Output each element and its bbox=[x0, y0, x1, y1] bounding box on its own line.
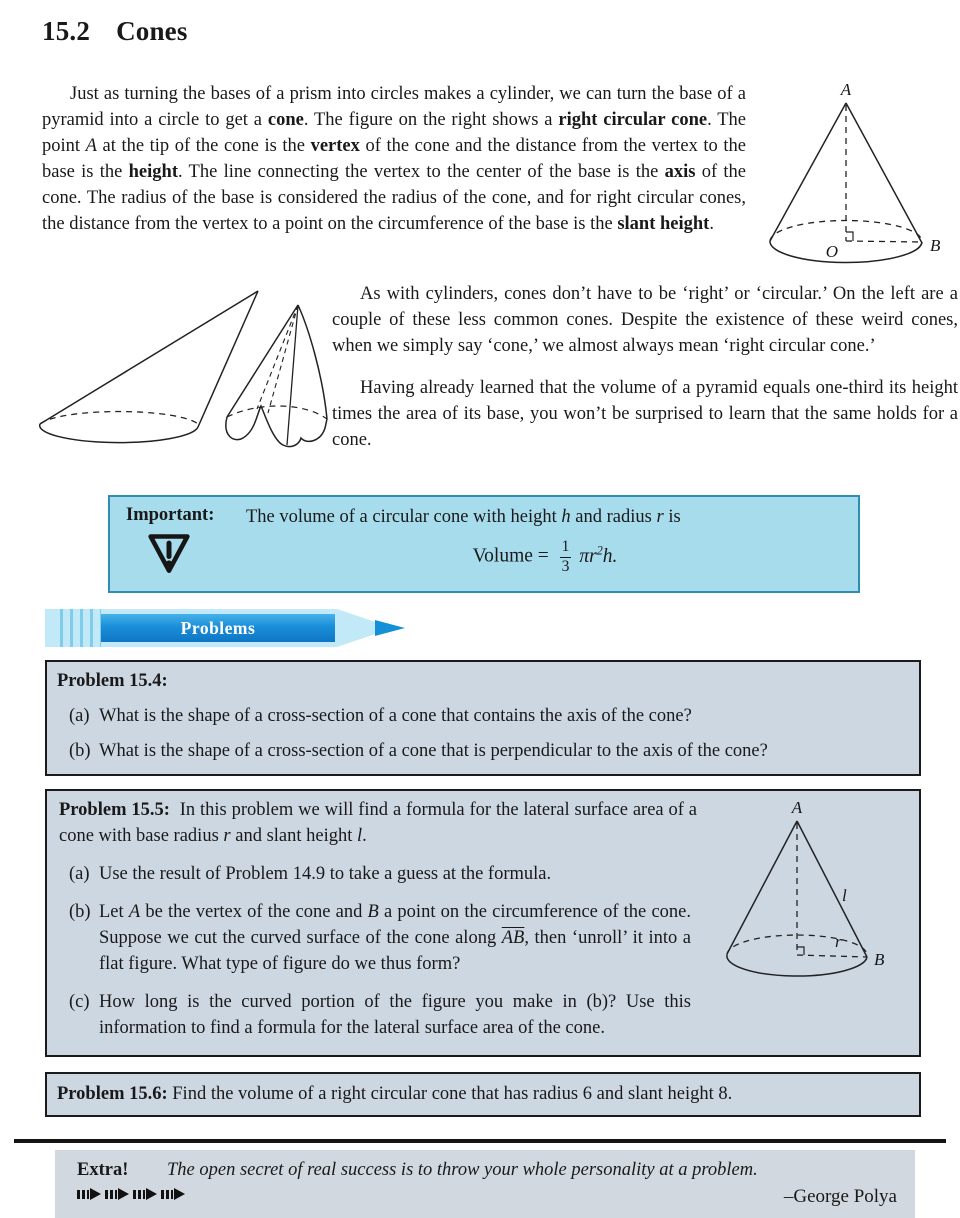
intro-paragraph: Just as turning the bases of a prism into circles makes a cylinder, we can turn the base of a pyramid into a circle to get a cone. The figure on the right shows a right circular cone. The point A at the tip of the cone is the vertex of the cone and the distance from the vertex to the base is the height. The line connecting the vertex to the center of the base is the axis of the cone. The radius of the base is considered the radius of the cone, and for right circular cones, the distance from the vertex to a point on the circumference of the base is the slant height. bbox=[42, 84, 747, 234]
important-content bbox=[246, 505, 844, 579]
important-label-column bbox=[126, 505, 246, 579]
extra-quote: The open secret of real success is to throw your whole personality at a problem. bbox=[167, 1160, 758, 1180]
problem-item bbox=[57, 899, 697, 977]
item-label: (a) bbox=[69, 864, 90, 884]
important-box bbox=[108, 495, 860, 593]
extra-attribution: –George Polya bbox=[783, 1186, 897, 1207]
slant-label: l bbox=[842, 886, 847, 905]
rim-label: B bbox=[930, 236, 941, 255]
problem-item bbox=[57, 989, 697, 1041]
problems-banner bbox=[45, 609, 415, 647]
radius-label: r bbox=[835, 932, 842, 951]
extra-attribution-row bbox=[77, 1186, 897, 1208]
section-heading bbox=[42, 16, 960, 47]
cones-variety-paragraph: As with cylinders, cones don’t have to be ‘right’ or ‘circular.’ On the left are a couple of these less common cones. Despite the existence of these weird cones, when we simply say ‘cone,’ we almost always mean ‘right circular cone.’ bbox=[332, 284, 958, 356]
formula-lhs: Volume = bbox=[472, 545, 549, 567]
problem-15-6-title: Problem 15.6: bbox=[57, 1084, 168, 1104]
item-text: Let A be the vertex of the cone and B a point on the circumference of the cone. Suppose we cut the curved surface of the cone along $\overline{AB}$, then ‘unroll’ it into a flat figure. What type of figure do we thus form? bbox=[99, 902, 691, 974]
problem-15-6-box bbox=[45, 1072, 921, 1117]
problem-15-4-box bbox=[45, 660, 921, 776]
apex-label: A bbox=[791, 798, 803, 817]
item-text: What is the shape of a cross-section of a cone that is perpendicular to the axis of the cone? bbox=[99, 741, 768, 761]
intro-row bbox=[42, 81, 960, 277]
item-text: Use the result of Problem 14.9 to take a guess at the formula. bbox=[99, 864, 552, 884]
item-text: How long is the curved portion of the figure you make in (b)? Use this information to find a formula for the lateral surface area of the cone. bbox=[99, 992, 691, 1038]
fraction bbox=[560, 539, 572, 575]
striped-right-arrow-icon bbox=[133, 1188, 158, 1201]
rim-label: B bbox=[874, 950, 885, 969]
cone-diagram bbox=[746, 81, 960, 277]
pencil-lead-icon bbox=[375, 620, 405, 636]
problems-banner-bar bbox=[101, 614, 335, 642]
important-label: Important: bbox=[126, 505, 215, 525]
volume-lead-paragraph: Having already learned that the volume of a pyramid equals one-third its height times the area of its base, you won’t be surprised to learn that the same holds for a cone. bbox=[332, 378, 958, 450]
striped-right-arrow-icons bbox=[77, 1188, 189, 1206]
important-statement: The volume of a circular cone with height h and radius r is bbox=[246, 507, 681, 527]
item-label: (b) bbox=[69, 902, 91, 922]
pencil-stripes-icon bbox=[53, 609, 101, 647]
oblique-cones-row bbox=[30, 279, 960, 471]
problem-15-6-text: Find the volume of a right circular cone that has radius 6 and slant height 8. bbox=[172, 1084, 733, 1104]
volume-formula bbox=[246, 538, 844, 575]
textbook-page bbox=[0, 16, 960, 1218]
problem-item bbox=[57, 703, 905, 729]
problem-15-5-box bbox=[45, 789, 921, 1057]
apex-label: A bbox=[840, 81, 852, 99]
striped-right-arrow-icon bbox=[161, 1188, 186, 1201]
right-circular-cone-figure bbox=[746, 81, 960, 277]
extra-quote-row bbox=[77, 1160, 897, 1181]
problem-15-5-title: Problem 15.5: bbox=[59, 800, 170, 820]
problem-15-4-title: Problem 15.4: bbox=[57, 671, 168, 691]
problem-15-5-intro-text: In this problem we will find a formula for the lateral surface area of a cone with base radius r and slant height l. bbox=[59, 800, 698, 846]
oblique-cones-figure bbox=[30, 287, 328, 471]
slant-height-cone-diagram bbox=[709, 797, 905, 989]
problem-item bbox=[57, 738, 905, 764]
extra-box bbox=[55, 1150, 915, 1218]
weird-cones-diagram bbox=[30, 287, 328, 471]
striped-right-arrow-icon bbox=[105, 1188, 130, 1201]
item-label: (b) bbox=[69, 741, 91, 761]
section-title: Cones bbox=[116, 16, 188, 46]
middle-text-column bbox=[332, 281, 958, 453]
item-text: What is the shape of a cross-section of a cone that contains the axis of the cone? bbox=[99, 706, 692, 726]
fraction-denominator: 3 bbox=[561, 557, 570, 575]
extra-label: Extra! bbox=[77, 1160, 129, 1180]
fraction-numerator: 1 bbox=[560, 539, 572, 557]
formula-rhs: $\pi r^2h$. bbox=[579, 543, 618, 567]
divider-rule bbox=[14, 1139, 946, 1143]
item-label: (c) bbox=[69, 992, 90, 1012]
striped-right-arrow-icon bbox=[77, 1188, 102, 1201]
item-label: (a) bbox=[69, 706, 90, 726]
problem-item bbox=[57, 861, 697, 887]
center-label: O bbox=[825, 242, 838, 261]
labeled-cone-figure bbox=[709, 797, 905, 989]
problems-banner-label: Problems bbox=[180, 617, 256, 638]
section-number: 15.2 bbox=[42, 16, 91, 46]
exclamation-triangle-icon bbox=[144, 530, 194, 578]
